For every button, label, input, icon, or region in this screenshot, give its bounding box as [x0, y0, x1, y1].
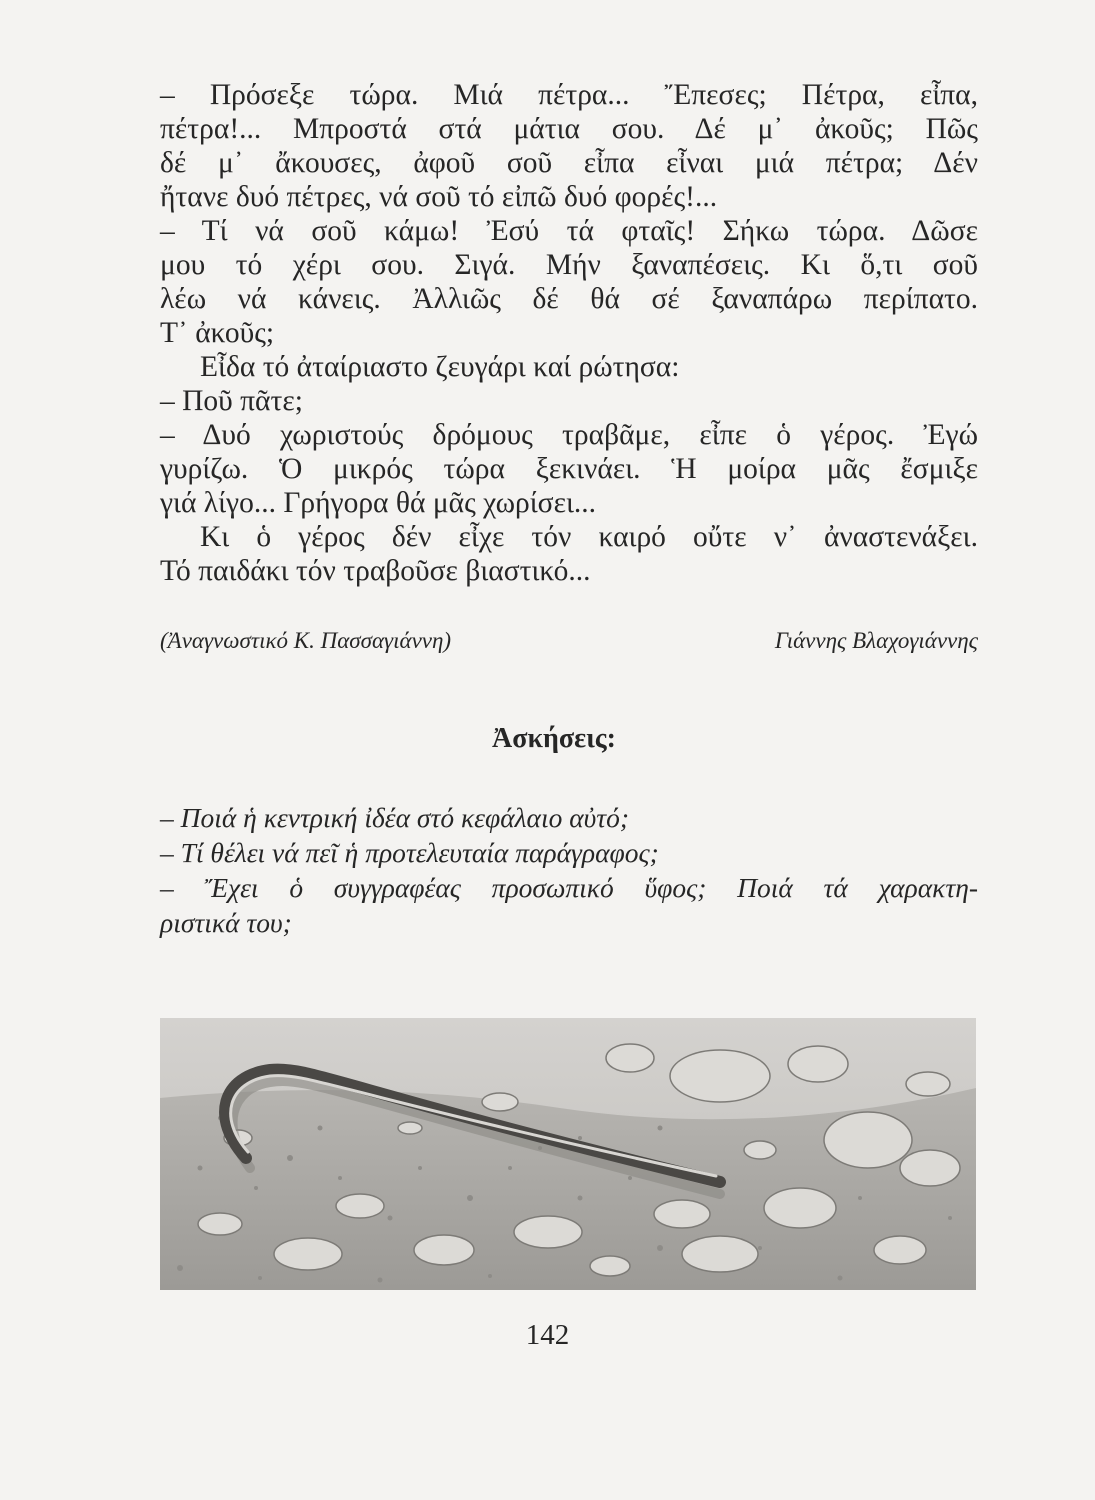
- exercises-title: Ἀσκήσεις:: [492, 723, 616, 754]
- exercise-question-3: – Ἔχει ὁ συγγραφέας προσωπικό ὕφος; Ποιά τά χαρακτη-: [160, 872, 978, 903]
- text-line-8: Τ᾽ ἀκοῦς;: [160, 317, 275, 349]
- text-line-15: Τό παιδάκι τόν τραβοῦσε βιαστικό...: [160, 555, 591, 587]
- text-line-4: ἤτανε δυό πέτρες, νά σοῦ τό εἰπῶ δυό φορές!...: [160, 181, 718, 213]
- exercise-question-1: – Ποιά ἡ κεντρική ἰδέα στό κεφάλαιο αὐτό;: [160, 802, 630, 833]
- exercise-list: [160, 800, 978, 940]
- text-line-7: λέω νά κάνεις. Ἀλλιῶς δέ θά σέ ξαναπάρω περίπατο.: [160, 283, 978, 315]
- text-line-10: – Ποῦ πᾶτε;: [160, 385, 303, 417]
- book-page: [160, 78, 978, 940]
- walking-stick-illustration: [160, 1018, 976, 1290]
- source-reference: (Ἀναγνωστικό Κ. Πασσαγιάννη): [160, 628, 452, 653]
- author-name: Γιάννης Βλαχογιάννης: [774, 628, 978, 653]
- text-line-2: πέτρα!... Μπροστά στά μάτια σου. Δέ μ᾽ ἀκοῦς; Πῶς: [160, 113, 978, 145]
- story-text: [160, 78, 978, 588]
- text-line-13: γιά λίγο... Γρήγορα θά μᾶς χωρίσει...: [160, 487, 597, 519]
- text-line-11: – Δυό χωριστούς δρόμους τραβᾶμε, εἶπε ὁ γέρος. Ἐγώ: [160, 419, 978, 451]
- text-line-1: – Πρόσεξε τώρα. Μιά πέτρα... Ἔπεσες; Πέτρα, εἶπα,: [160, 79, 978, 111]
- text-line-5: – Τί νά σοῦ κάμω! Ἐσύ τά φταῖς! Σήκω τώρα. Δῶσε: [160, 215, 978, 247]
- text-line-3: δέ μ᾽ ἄκουσες, ἀφοῦ σοῦ εἶπα εἶναι μιά πέτρα; Δέν: [160, 147, 978, 179]
- page-number: 142: [525, 1319, 570, 1351]
- exercise-question-3-continued: ριστικά του;: [160, 907, 292, 938]
- source-attribution: [160, 626, 978, 656]
- text-line-6: μου τό χέρι σου. Σιγά. Μήν ξαναπέσεις. Κι ὅ,τι σοῦ: [160, 249, 978, 281]
- text-line-9: Εἶδα τό ἀταίριαστο ζευγάρι καί ρώτησα:: [200, 351, 680, 383]
- exercise-question-2: – Τί θέλει νά πεῖ ἡ προτελευταία παράγραφος;: [160, 837, 659, 868]
- text-line-12: γυρίζω. Ὁ μικρός τώρα ξεκινάει. Ἡ μοίρα μᾶς ἔσμιξε: [160, 453, 978, 485]
- text-line-14: Κι ὁ γέρος δέν εἶχε τόν καιρό οὔτε ν᾽ ἀναστενάξει.: [200, 521, 978, 553]
